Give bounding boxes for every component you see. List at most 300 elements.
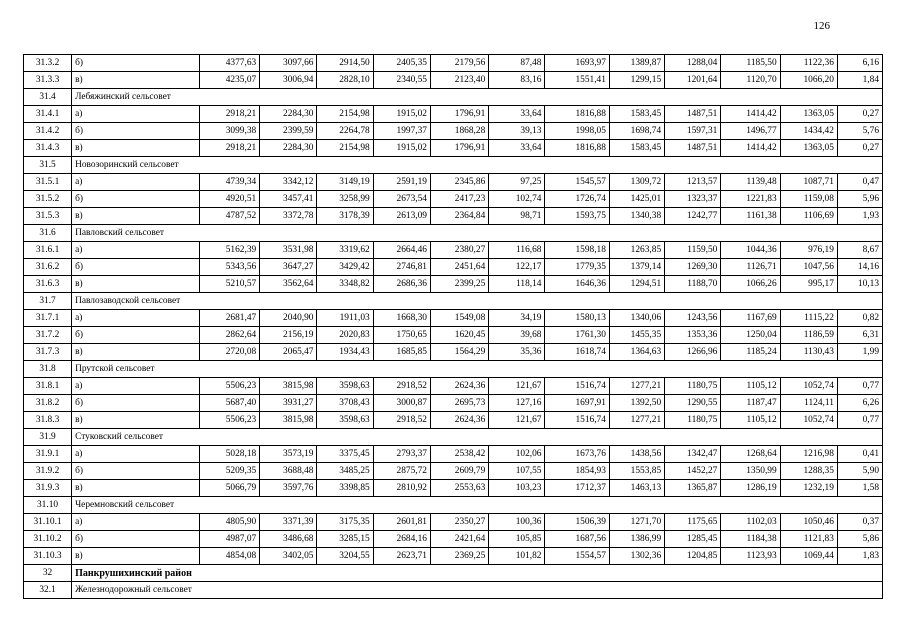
value-cell: 0,27 bbox=[837, 106, 882, 123]
value-cell: 5506,23 bbox=[199, 412, 259, 429]
value-cell: 1167,69 bbox=[721, 310, 780, 327]
value-cell: 1263,85 bbox=[609, 242, 664, 259]
value-cell: 1188,70 bbox=[665, 276, 721, 293]
data-table bbox=[23, 54, 883, 599]
value-cell: 4805,90 bbox=[199, 514, 259, 531]
value-cell: 105,85 bbox=[489, 531, 545, 548]
value-cell: 1139,48 bbox=[721, 174, 780, 191]
value-cell: 3175,35 bbox=[317, 514, 373, 531]
value-cell: 2918,21 bbox=[199, 106, 259, 123]
value-cell: 3372,78 bbox=[260, 208, 317, 225]
value-cell: 1487,51 bbox=[665, 106, 721, 123]
value-cell: 2405,35 bbox=[373, 55, 430, 72]
value-cell: 1286,19 bbox=[721, 480, 780, 497]
value-cell: 2399,25 bbox=[430, 276, 488, 293]
table-row bbox=[24, 395, 883, 412]
value-cell: 2613,09 bbox=[373, 208, 430, 225]
value-cell: 1487,51 bbox=[665, 140, 721, 157]
row-variant: в) bbox=[72, 480, 200, 497]
value-cell: 1516,74 bbox=[545, 378, 609, 395]
value-cell: 1583,45 bbox=[609, 140, 664, 157]
value-cell: 1350,99 bbox=[721, 463, 780, 480]
value-cell: 1668,30 bbox=[373, 310, 430, 327]
value-cell: 1750,65 bbox=[373, 327, 430, 344]
section-name: Железнодорожный сельсовет bbox=[72, 582, 883, 599]
value-cell: 2624,36 bbox=[430, 378, 488, 395]
section-header-row bbox=[24, 497, 883, 514]
row-code: 31.6.1 bbox=[24, 242, 72, 259]
row-code: 31.5.1 bbox=[24, 174, 72, 191]
value-cell: 1159,50 bbox=[665, 242, 721, 259]
value-cell: 4739,34 bbox=[199, 174, 259, 191]
value-cell: 1646,36 bbox=[545, 276, 609, 293]
row-variant: б) bbox=[72, 395, 200, 412]
table-row bbox=[24, 242, 883, 259]
value-cell: 5,90 bbox=[837, 463, 882, 480]
value-cell: 3348,82 bbox=[317, 276, 373, 293]
row-variant: а) bbox=[72, 310, 200, 327]
value-cell: 1184,38 bbox=[721, 531, 780, 548]
value-cell: 2862,64 bbox=[199, 327, 259, 344]
value-cell: 1288,04 bbox=[665, 55, 721, 72]
value-cell: 1392,50 bbox=[609, 395, 664, 412]
row-variant: в) bbox=[72, 276, 200, 293]
value-cell: 2624,36 bbox=[430, 412, 488, 429]
value-cell: 2664,46 bbox=[373, 242, 430, 259]
value-cell: 83,16 bbox=[489, 72, 545, 89]
value-cell: 3375,45 bbox=[317, 446, 373, 463]
value-cell: 2673,54 bbox=[373, 191, 430, 208]
value-cell: 122,17 bbox=[489, 259, 545, 276]
value-cell: 1294,51 bbox=[609, 276, 664, 293]
table-row bbox=[24, 276, 883, 293]
value-cell: 1452,27 bbox=[665, 463, 721, 480]
value-cell: 1221,83 bbox=[721, 191, 780, 208]
value-cell: 1271,70 bbox=[609, 514, 664, 531]
row-code: 31.7.1 bbox=[24, 310, 72, 327]
value-cell: 2417,23 bbox=[430, 191, 488, 208]
value-cell: 4235,07 bbox=[199, 72, 259, 89]
value-cell: 1796,91 bbox=[430, 106, 488, 123]
row-variant: в) bbox=[72, 344, 200, 361]
value-cell: 2156,19 bbox=[260, 327, 317, 344]
value-cell: 5343,56 bbox=[199, 259, 259, 276]
row-variant: б) bbox=[72, 463, 200, 480]
value-cell: 1050,46 bbox=[780, 514, 837, 531]
row-code: 31.10.1 bbox=[24, 514, 72, 531]
value-cell: 39,13 bbox=[489, 123, 545, 140]
value-cell: 3598,63 bbox=[317, 378, 373, 395]
value-cell: 1598,18 bbox=[545, 242, 609, 259]
value-cell: 5687,40 bbox=[199, 395, 259, 412]
value-cell: 0,27 bbox=[837, 140, 882, 157]
value-cell: 1779,35 bbox=[545, 259, 609, 276]
value-cell: 4920,51 bbox=[199, 191, 259, 208]
row-variant: в) bbox=[72, 140, 200, 157]
value-cell: 1044,36 bbox=[721, 242, 780, 259]
row-code: 31.10.3 bbox=[24, 548, 72, 565]
row-code: 31.6.3 bbox=[24, 276, 72, 293]
value-cell: 1911,03 bbox=[317, 310, 373, 327]
table-row bbox=[24, 480, 883, 497]
section-header-row bbox=[24, 361, 883, 378]
value-cell: 1047,56 bbox=[780, 259, 837, 276]
row-variant: б) bbox=[72, 531, 200, 548]
value-cell: 1106,69 bbox=[780, 208, 837, 225]
value-cell: 1698,74 bbox=[609, 123, 664, 140]
value-cell: 1052,74 bbox=[780, 378, 837, 395]
row-variant: в) bbox=[72, 72, 200, 89]
value-cell: 3562,64 bbox=[260, 276, 317, 293]
value-cell: 2746,81 bbox=[373, 259, 430, 276]
value-cell: 121,67 bbox=[489, 378, 545, 395]
value-cell: 2609,79 bbox=[430, 463, 488, 480]
value-cell: 1506,39 bbox=[545, 514, 609, 531]
value-cell: 1243,56 bbox=[665, 310, 721, 327]
section-header-row bbox=[24, 225, 883, 242]
row-variant: б) bbox=[72, 191, 200, 208]
row-variant: б) bbox=[72, 327, 200, 344]
value-cell: 3647,27 bbox=[260, 259, 317, 276]
value-cell: 1161,38 bbox=[721, 208, 780, 225]
value-cell: 1365,87 bbox=[665, 480, 721, 497]
value-cell: 2399,59 bbox=[260, 123, 317, 140]
value-cell: 100,36 bbox=[489, 514, 545, 531]
value-cell: 1,84 bbox=[837, 72, 882, 89]
value-cell: 1516,74 bbox=[545, 412, 609, 429]
value-cell: 3000,87 bbox=[373, 395, 430, 412]
value-cell: 6,16 bbox=[837, 55, 882, 72]
value-cell: 5,86 bbox=[837, 531, 882, 548]
value-cell: 1120,70 bbox=[721, 72, 780, 89]
value-cell: 1693,97 bbox=[545, 55, 609, 72]
value-cell: 1277,21 bbox=[609, 412, 664, 429]
value-cell: 1580,13 bbox=[545, 310, 609, 327]
row-code: 31.7.2 bbox=[24, 327, 72, 344]
value-cell: 1290,55 bbox=[665, 395, 721, 412]
value-cell: 2695,73 bbox=[430, 395, 488, 412]
value-cell: 5066,79 bbox=[199, 480, 259, 497]
value-cell: 1159,08 bbox=[780, 191, 837, 208]
value-cell: 2284,30 bbox=[260, 140, 317, 157]
row-code: 31.5.2 bbox=[24, 191, 72, 208]
section-name: Черемновский сельсовет bbox=[72, 497, 883, 514]
value-cell: 1126,71 bbox=[721, 259, 780, 276]
value-cell: 3342,12 bbox=[260, 174, 317, 191]
value-cell: 1266,96 bbox=[665, 344, 721, 361]
value-cell: 1105,12 bbox=[721, 412, 780, 429]
value-cell: 2350,27 bbox=[430, 514, 488, 531]
row-variant: в) bbox=[72, 412, 200, 429]
value-cell: 6,31 bbox=[837, 327, 882, 344]
value-cell: 1302,36 bbox=[609, 548, 664, 565]
value-cell: 3204,55 bbox=[317, 548, 373, 565]
value-cell: 1268,64 bbox=[721, 446, 780, 463]
value-cell: 3815,98 bbox=[260, 378, 317, 395]
value-cell: 1,99 bbox=[837, 344, 882, 361]
row-code: 31.9.3 bbox=[24, 480, 72, 497]
value-cell: 1,83 bbox=[837, 548, 882, 565]
table-row bbox=[24, 344, 883, 361]
value-cell: 1,58 bbox=[837, 480, 882, 497]
value-cell: 2154,98 bbox=[317, 106, 373, 123]
page-number: 126 bbox=[813, 20, 830, 32]
row-code: 31.5.3 bbox=[24, 208, 72, 225]
row-code: 31.4 bbox=[24, 89, 72, 106]
value-cell: 2918,52 bbox=[373, 412, 430, 429]
value-cell: 1386,99 bbox=[609, 531, 664, 548]
row-code: 31.8.2 bbox=[24, 395, 72, 412]
value-cell: 1185,50 bbox=[721, 55, 780, 72]
value-cell: 1583,45 bbox=[609, 106, 664, 123]
value-cell: 1854,93 bbox=[545, 463, 609, 480]
row-code: 31.3.2 bbox=[24, 55, 72, 72]
table-row bbox=[24, 548, 883, 565]
value-cell: 14,16 bbox=[837, 259, 882, 276]
value-cell: 4854,08 bbox=[199, 548, 259, 565]
value-cell: 2793,37 bbox=[373, 446, 430, 463]
value-cell: 1342,47 bbox=[665, 446, 721, 463]
row-code: 31.7 bbox=[24, 293, 72, 310]
value-cell: 102,74 bbox=[489, 191, 545, 208]
value-cell: 1673,76 bbox=[545, 446, 609, 463]
row-variant: а) bbox=[72, 174, 200, 191]
table-row bbox=[24, 531, 883, 548]
value-cell: 87,48 bbox=[489, 55, 545, 72]
value-cell: 1934,43 bbox=[317, 344, 373, 361]
value-cell: 2828,10 bbox=[317, 72, 373, 89]
value-cell: 1250,04 bbox=[721, 327, 780, 344]
table-row bbox=[24, 72, 883, 89]
value-cell: 2875,72 bbox=[373, 463, 430, 480]
value-cell: 3531,98 bbox=[260, 242, 317, 259]
row-variant: б) bbox=[72, 123, 200, 140]
value-cell: 1816,88 bbox=[545, 140, 609, 157]
value-cell: 2020,83 bbox=[317, 327, 373, 344]
value-cell: 33,64 bbox=[489, 106, 545, 123]
row-code: 31.4.3 bbox=[24, 140, 72, 157]
value-cell: 1285,45 bbox=[665, 531, 721, 548]
value-cell: 1564,29 bbox=[430, 344, 488, 361]
value-cell: 976,19 bbox=[780, 242, 837, 259]
value-cell: 1685,85 bbox=[373, 344, 430, 361]
value-cell: 2686,36 bbox=[373, 276, 430, 293]
value-cell: 1186,59 bbox=[780, 327, 837, 344]
value-cell: 5028,18 bbox=[199, 446, 259, 463]
value-cell: 1687,56 bbox=[545, 531, 609, 548]
value-cell: 121,67 bbox=[489, 412, 545, 429]
value-cell: 1549,08 bbox=[430, 310, 488, 327]
district-header-row bbox=[24, 565, 883, 582]
value-cell: 1796,91 bbox=[430, 140, 488, 157]
table-row bbox=[24, 106, 883, 123]
value-cell: 2264,78 bbox=[317, 123, 373, 140]
value-cell: 0,77 bbox=[837, 378, 882, 395]
value-cell: 0,82 bbox=[837, 310, 882, 327]
row-code: 31.3.3 bbox=[24, 72, 72, 89]
value-cell: 1551,41 bbox=[545, 72, 609, 89]
value-cell: 0,41 bbox=[837, 446, 882, 463]
value-cell: 1434,42 bbox=[780, 123, 837, 140]
value-cell: 34,19 bbox=[489, 310, 545, 327]
table-row bbox=[24, 412, 883, 429]
value-cell: 3006,94 bbox=[260, 72, 317, 89]
table-body bbox=[24, 55, 883, 599]
row-variant: б) bbox=[72, 55, 200, 72]
value-cell: 1425,01 bbox=[609, 191, 664, 208]
value-cell: 1122,36 bbox=[780, 55, 837, 72]
value-cell: 1232,19 bbox=[780, 480, 837, 497]
value-cell: 1414,42 bbox=[721, 140, 780, 157]
value-cell: 1323,37 bbox=[665, 191, 721, 208]
value-cell: 2914,50 bbox=[317, 55, 373, 72]
value-cell: 1309,72 bbox=[609, 174, 664, 191]
table-row bbox=[24, 514, 883, 531]
row-code: 31.8.1 bbox=[24, 378, 72, 395]
value-cell: 2364,84 bbox=[430, 208, 488, 225]
value-cell: 101,82 bbox=[489, 548, 545, 565]
section-name: Прутской сельсовет bbox=[72, 361, 883, 378]
value-cell: 3371,39 bbox=[260, 514, 317, 531]
value-cell: 4377,63 bbox=[199, 55, 259, 72]
value-cell: 5,76 bbox=[837, 123, 882, 140]
value-cell: 3598,63 bbox=[317, 412, 373, 429]
value-cell: 2918,52 bbox=[373, 378, 430, 395]
table-row bbox=[24, 55, 883, 72]
value-cell: 1463,13 bbox=[609, 480, 664, 497]
value-cell: 1102,03 bbox=[721, 514, 780, 531]
value-cell: 1052,74 bbox=[780, 412, 837, 429]
table-row bbox=[24, 446, 883, 463]
value-cell: 1618,74 bbox=[545, 344, 609, 361]
table-row bbox=[24, 123, 883, 140]
row-code: 31.5 bbox=[24, 157, 72, 174]
value-cell: 1269,30 bbox=[665, 259, 721, 276]
row-variant: б) bbox=[72, 259, 200, 276]
value-cell: 3931,27 bbox=[260, 395, 317, 412]
value-cell: 2179,56 bbox=[430, 55, 488, 72]
value-cell: 1123,93 bbox=[721, 548, 780, 565]
value-cell: 118,14 bbox=[489, 276, 545, 293]
value-cell: 5,96 bbox=[837, 191, 882, 208]
value-cell: 102,06 bbox=[489, 446, 545, 463]
table-row bbox=[24, 327, 883, 344]
value-cell: 3285,15 bbox=[317, 531, 373, 548]
value-cell: 0,77 bbox=[837, 412, 882, 429]
section-name: Павлозаводской сельсовет bbox=[72, 293, 883, 310]
value-cell: 1180,75 bbox=[665, 378, 721, 395]
value-cell: 1915,02 bbox=[373, 106, 430, 123]
value-cell: 1620,45 bbox=[430, 327, 488, 344]
value-cell: 1353,36 bbox=[665, 327, 721, 344]
value-cell: 1180,75 bbox=[665, 412, 721, 429]
value-cell: 33,64 bbox=[489, 140, 545, 157]
value-cell: 1363,05 bbox=[780, 140, 837, 157]
value-cell: 1277,21 bbox=[609, 378, 664, 395]
table-row bbox=[24, 140, 883, 157]
value-cell: 3457,41 bbox=[260, 191, 317, 208]
value-cell: 3429,42 bbox=[317, 259, 373, 276]
table-row bbox=[24, 310, 883, 327]
value-cell: 1130,43 bbox=[780, 344, 837, 361]
row-variant: а) bbox=[72, 514, 200, 531]
value-cell: 1066,26 bbox=[721, 276, 780, 293]
value-cell: 1997,37 bbox=[373, 123, 430, 140]
value-cell: 2538,42 bbox=[430, 446, 488, 463]
row-variant: а) bbox=[72, 378, 200, 395]
value-cell: 1087,71 bbox=[780, 174, 837, 191]
value-cell: 3099,38 bbox=[199, 123, 259, 140]
value-cell: 4987,07 bbox=[199, 531, 259, 548]
value-cell: 1105,12 bbox=[721, 378, 780, 395]
table-row bbox=[24, 259, 883, 276]
value-cell: 5210,57 bbox=[199, 276, 259, 293]
value-cell: 2345,86 bbox=[430, 174, 488, 191]
value-cell: 3573,19 bbox=[260, 446, 317, 463]
value-cell: 3402,05 bbox=[260, 548, 317, 565]
value-cell: 98,71 bbox=[489, 208, 545, 225]
row-variant: а) bbox=[72, 106, 200, 123]
value-cell: 1389,87 bbox=[609, 55, 664, 72]
value-cell: 2040,90 bbox=[260, 310, 317, 327]
value-cell: 1998,05 bbox=[545, 123, 609, 140]
value-cell: 5162,39 bbox=[199, 242, 259, 259]
value-cell: 1187,47 bbox=[721, 395, 780, 412]
row-code: 32.1 bbox=[24, 582, 72, 599]
value-cell: 103,23 bbox=[489, 480, 545, 497]
table-row bbox=[24, 174, 883, 191]
value-cell: 2623,71 bbox=[373, 548, 430, 565]
table-row bbox=[24, 378, 883, 395]
value-cell: 0,37 bbox=[837, 514, 882, 531]
section-header-row bbox=[24, 293, 883, 310]
value-cell: 2720,08 bbox=[199, 344, 259, 361]
value-cell: 2340,55 bbox=[373, 72, 430, 89]
value-cell: 2065,47 bbox=[260, 344, 317, 361]
section-name: Новозоринский сельсовет bbox=[72, 157, 883, 174]
value-cell: 0,47 bbox=[837, 174, 882, 191]
row-code: 31.4.2 bbox=[24, 123, 72, 140]
value-cell: 1069,44 bbox=[780, 548, 837, 565]
value-cell: 1545,57 bbox=[545, 174, 609, 191]
value-cell: 6,26 bbox=[837, 395, 882, 412]
value-cell: 1712,37 bbox=[545, 480, 609, 497]
value-cell: 3708,43 bbox=[317, 395, 373, 412]
district-name: Панкрушихинский район bbox=[72, 565, 883, 582]
value-cell: 2918,21 bbox=[199, 140, 259, 157]
value-cell: 1201,64 bbox=[665, 72, 721, 89]
value-cell: 1121,83 bbox=[780, 531, 837, 548]
value-cell: 39,68 bbox=[489, 327, 545, 344]
section-header-row bbox=[24, 582, 883, 599]
value-cell: 3597,76 bbox=[260, 480, 317, 497]
value-cell: 1697,91 bbox=[545, 395, 609, 412]
value-cell: 5209,35 bbox=[199, 463, 259, 480]
value-cell: 1340,06 bbox=[609, 310, 664, 327]
value-cell: 2601,81 bbox=[373, 514, 430, 531]
value-cell: 8,67 bbox=[837, 242, 882, 259]
value-cell: 2154,98 bbox=[317, 140, 373, 157]
value-cell: 1299,15 bbox=[609, 72, 664, 89]
value-cell: 3815,98 bbox=[260, 412, 317, 429]
table-row bbox=[24, 208, 883, 225]
row-code: 31.8 bbox=[24, 361, 72, 378]
value-cell: 2369,25 bbox=[430, 548, 488, 565]
value-cell: 1185,24 bbox=[721, 344, 780, 361]
value-cell: 2591,19 bbox=[373, 174, 430, 191]
section-name: Лебяжинский сельсовет bbox=[72, 89, 883, 106]
value-cell: 10,13 bbox=[837, 276, 882, 293]
